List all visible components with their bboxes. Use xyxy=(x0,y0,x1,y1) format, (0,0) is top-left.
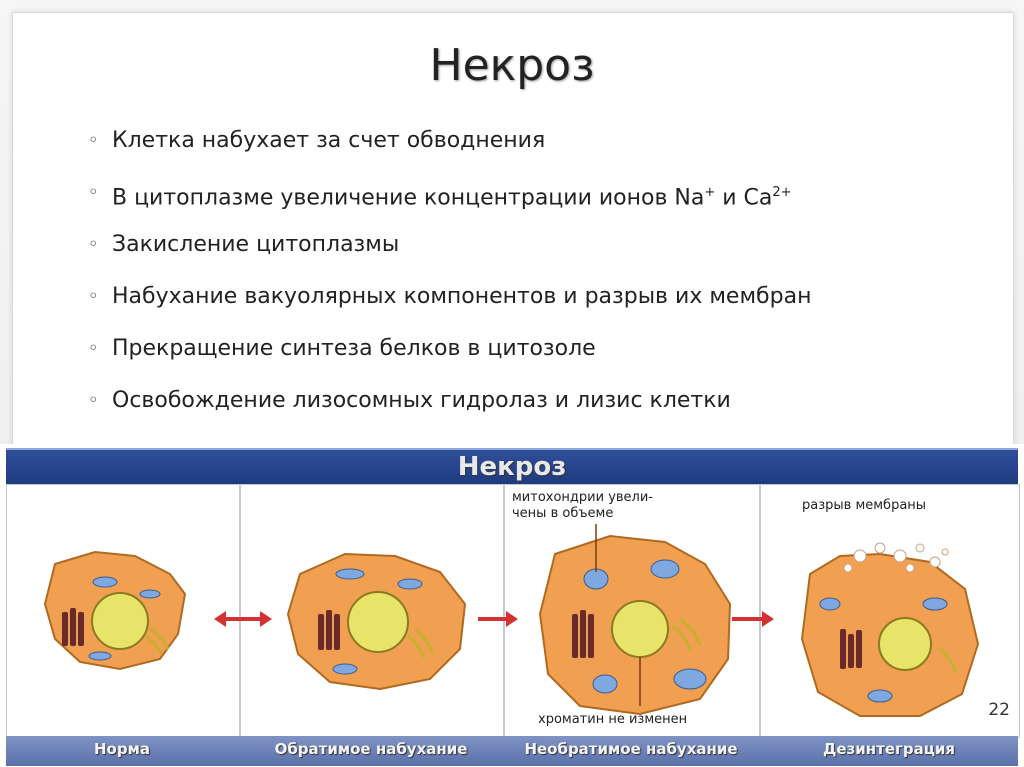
arrow-right xyxy=(478,611,518,627)
stage-label: Дезинтеграция xyxy=(823,740,955,758)
bullet-list xyxy=(88,120,811,432)
necrosis-figure xyxy=(0,444,1024,767)
stage-label: Норма xyxy=(94,740,150,758)
bullet-item: ◦ В цитоплазме увеличение концентрации ионов Na+ и $Ca^{2+}$ xyxy=(88,172,811,224)
figure-title: Некроз xyxy=(457,452,567,482)
note-chromatin: хроматин не изменен xyxy=(538,712,688,727)
note-membrane-rupture: разрыв мембраны xyxy=(802,498,927,513)
arrow-right xyxy=(732,611,774,627)
page-number: 22 xyxy=(988,700,1010,720)
bullet-item: ◦ Прекращение синтеза белков в цитозоле xyxy=(88,328,811,380)
stage-label: Необратимое набухание xyxy=(524,740,738,758)
cell-reversible-swelling xyxy=(288,554,465,689)
cell-disintegration xyxy=(802,543,978,716)
note-line: митохондрии увели- xyxy=(512,490,654,505)
bullet-item: ◦ Закисление цитоплазмы xyxy=(88,224,811,276)
slide-title: Некроз xyxy=(429,40,595,91)
stage-labels-bar xyxy=(6,736,1018,766)
double-arrow xyxy=(214,611,272,627)
note-mitochondria xyxy=(512,490,653,522)
bullet-item: ◦ Освобождение лизосомных гидролаз и лизис клетки xyxy=(88,380,811,432)
cell-normal xyxy=(45,552,185,669)
bullet-item: ◦ Клетка набухает за счет обводнения xyxy=(88,120,811,172)
stage-label: Обратимое набухание xyxy=(274,740,468,758)
cell-irreversible-swelling xyxy=(540,524,730,714)
bullet-item: ◦ Набухание вакуолярных компонентов и разрыв их мембран xyxy=(88,276,811,328)
note-line: чены в объеме xyxy=(512,506,614,521)
